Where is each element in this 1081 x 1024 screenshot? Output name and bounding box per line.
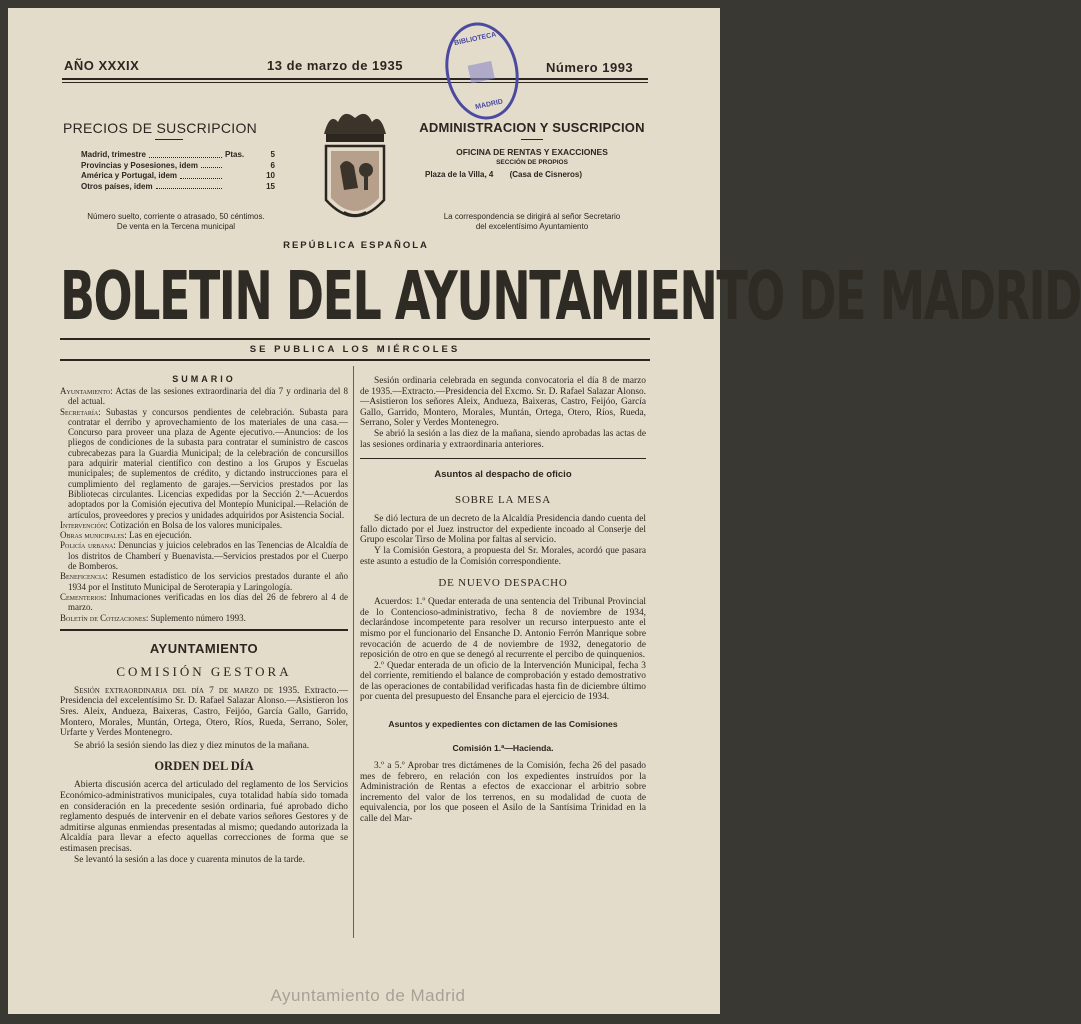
price-leader: [180, 171, 222, 179]
session-opened: Se abrió la sesión siendo las diez y diez minutos de la mañana.: [74, 740, 310, 751]
issue-date: 13 de marzo de 1935: [267, 58, 403, 73]
dictamen-title: Asuntos y expedientes con dictamen de las Comisiones: [388, 719, 618, 730]
newspaper-title: BOLETIN DEL AYUNTAMIENTO DE MADRID: [60, 256, 1081, 336]
office-address: Plaza de la Villa, 4 (Casa de Cisneros): [425, 170, 583, 179]
crown-band: [326, 134, 384, 142]
sumario-item-lead: Boletín de Cotizaciones:: [60, 612, 149, 623]
subscription-block: [63, 120, 303, 192]
masthead-rule-bottom: [60, 359, 650, 361]
price-label: América y Portugal, idem: [81, 171, 178, 180]
price-table: [81, 150, 275, 192]
sumario-rule: [60, 629, 348, 631]
administration-title: ADMINISTRACION Y SUSCRIPCION: [419, 120, 645, 135]
sobre-la-mesa-title: SOBRE LA MESA: [455, 494, 551, 507]
administration-rule: [521, 139, 543, 140]
session-closed: Se levantó la sesión a las doce y cuarenta minutos de la tarde.: [74, 854, 305, 865]
price-label: Provincias y Posesiones, idem: [81, 160, 198, 170]
administration-block: [413, 120, 651, 179]
masthead-rule: [60, 338, 650, 340]
year-label: AÑO XXXIX: [64, 58, 140, 73]
document-page: [8, 8, 1081, 1014]
price-row: [81, 150, 275, 161]
comision-hacienda-title: Comisión 1.ª—Hacienda.: [452, 743, 554, 754]
subscription-title: PRECIOS DE SUSCRIPCION: [63, 120, 258, 136]
correspondence-note: La correspondencia se dirigirá al señor Secretario: [443, 212, 621, 221]
sumario-item-lead: Policía urbana:: [60, 540, 116, 551]
price-value: 15: [266, 181, 275, 191]
subscription-notes: [58, 212, 294, 232]
session-summary: Extracto.—Presidencia del excelentísimo Sr. D. Rafael Salazar Alonso.—Asistieron los Sres. Aleix, Andueza, Baixeras, Castro, Feijóo, García Gallo, Garrido, Montero, Morales, Muntán, Ortega, Otero, Ríos, Rueda, Serrano, Soler, Urfarte y Verdes Montenegro.: [60, 685, 349, 739]
sumario-item-lead: Intervención:: [60, 519, 108, 530]
section-name: SECCIÓN DE PROPIOS: [496, 159, 568, 166]
right-rule: [360, 458, 646, 459]
ordinary-session: Sesión ordinaria celebrada en segunda convocatoria el día 8 de marzo de 1935.—Extracto.—Presidencia del Excmo. Sr. D. Rafael Salazar Alonso.—Asistieron los señores Aleix, Andueza, Baixeras, Castro, Feijóo, García Gallo, Garrido, Montero, Morales, Muntán, Ortega, Otero, Ríos, Rueda, Serrano, Soler y Verdes Montenegro.: [360, 376, 646, 429]
mesa-paragraph-2: Y la Comisión Gestora, a propuesta del Sr. Morales, acordó que pasara este asunto a estudio de la Comisión correspondiente.: [360, 545, 646, 567]
office-name: OFICINA DE RENTAS Y EXACCIONES: [456, 147, 608, 157]
sumario-list: [60, 386, 348, 623]
left-column: [60, 374, 348, 865]
extraordinary-session: [60, 686, 348, 739]
sumario-item: [60, 386, 348, 407]
sumario-item: [60, 540, 348, 571]
republic-label: REPÚBLICA ESPAÑOLA: [283, 240, 429, 251]
price-value: 10: [266, 171, 275, 180]
publication-frequency: SE PUBLICA LOS MIÉRCOLES: [249, 344, 461, 355]
sumario-item-lead: Cementerios:: [60, 591, 107, 602]
library-stamp: BIBLIOTECA MADRID: [437, 16, 528, 127]
price-unit: Ptas.: [225, 150, 245, 159]
despacho-title: Asuntos al despacho de oficio: [434, 469, 572, 481]
tree-trunk: [364, 174, 368, 190]
issue-number: Número 1993: [546, 60, 634, 75]
single-copy-price: Número suelto, corriente o atrasado, 50 céntimos.: [87, 212, 265, 221]
price-value: 6: [270, 160, 275, 170]
header-rule: [62, 78, 648, 80]
sumario-item-text: Resumen estadístico de los servicios prestados durante el año 1934 por el Instituto Municipal de Seroterapia y Laringología.: [68, 571, 348, 592]
madrid-coat-of-arms: [314, 104, 396, 234]
sumario-item-lead: Ayuntamiento:: [60, 386, 113, 396]
sumario-item-lead: Obras municipales:: [60, 530, 127, 541]
ayuntamiento-title: AYUNTAMIENTO: [149, 640, 259, 656]
correspondence-notes: [413, 212, 651, 232]
sumario-item-text: Suplemento número 1993.: [150, 612, 246, 623]
header-rule-thin: [62, 82, 648, 83]
sale-point: De venta en la Tercena municipal: [116, 222, 236, 231]
session-heading: Sesión extraordinaria del día 7 de marzo de 1935.: [74, 685, 300, 696]
price-row: [81, 182, 275, 193]
sumario-item-lead: Beneficencia:: [60, 571, 108, 582]
sumario-item-text: Inhumaciones verificadas en los días del 26 de febrero al 4 de marzo.: [68, 591, 348, 613]
price-row: [81, 161, 275, 172]
price-leader: [201, 161, 222, 169]
correspondence-note-2: del excelentísimo Ayuntamiento: [475, 222, 589, 231]
subscription-rule: [155, 139, 183, 140]
archive-watermark: Ayuntamiento de Madrid: [270, 986, 466, 1005]
price-label: Otros países, idem: [81, 181, 153, 191]
sumario-item: [60, 592, 348, 613]
column-divider: [353, 366, 354, 938]
price-leader: [156, 182, 222, 190]
sumario-item: [60, 520, 348, 530]
sumario-item: [60, 530, 348, 540]
price-leader: [149, 150, 222, 158]
shield-base: [344, 212, 366, 215]
sumario-title: SUMARIO: [172, 374, 236, 384]
sumario-item-text: Actas de las sesiones extraordinaria del día 7 y ordinaria del 8 del actual.: [68, 386, 348, 407]
nuevo-paragraph-1: Acuerdos: 1.º Quedar enterada de una sentencia del Tribunal Provincial de lo Contencioso-administrativo, fecha 8 de noviembre de 1934, declarándose incompetente para resolver un recurso interpuesto ante el mismo por el funcionario del Ensanche D. Antonio Ferrón Manrique sobre revocación de acuerdo de 4 de noviembre de 1932, denegatorio de reposición de otro en que se denegó al recurrente el percibo de quinquenios.: [360, 597, 646, 661]
sumario-item-lead: Secretaría:: [60, 406, 101, 417]
sumario-item: [60, 571, 348, 592]
nuevo-despacho-title: DE NUEVO DESPACHO: [438, 577, 568, 590]
commission-title: COMISIÓN GESTORA: [116, 663, 292, 679]
price-value: 5: [270, 150, 275, 159]
sumario-item-text: Subastas y concursos pendientes de celebración. Subasta para contratar el derribo y aprovechamiento de los materiales de una casa.—Concurso para proveer una plaza de Agente ejecutivo.—Anuncios: de los pliegos de condiciones de la subasta para contratar el suministro de cascos cubrecabezas para la Guardia Municipal; de la celebración de concursillos para adquirir material científico con destino a los Grupos y Escuelas municipales; de suplementos de crédito, y dictando instrucciones para el cumplimiento del reglamento de garajes.—Servicios prestados por las Bibliotecas circulantes. Licencias expedidas por la Sección 2.ª—Acuerdos adoptados por la Comisión ejecutiva del Montepío Municipal.—Relación de artículos, proveedores y precios y unidades adquiridos por Asistencia Social.: [68, 406, 348, 520]
price-row: [81, 171, 275, 182]
price-unit: [225, 171, 255, 182]
ordinary-session-opened: Se abrió la sesión a las diez de la mañana, siendo aprobadas las actas de las sesiones ordinaria y extraordinaria anteriores.: [360, 428, 646, 450]
orden-del-dia-text: Abierta discusión acerca del articulado del reglamento de los Servicios Económico-administrativos municipales, cuya totalidad había sido tomada en consideración en la precedente sesión ordinaria, fué aprobado dicho reglamento después de intervenir en el debate varios señores Gestores y de admitirse algunas enmiendas presentadas al mismo; quedando autorizada la Alcaldía para llevar a efecto aquellas correcciones de forma que se estimasen precisas.: [60, 780, 348, 854]
sumario-item-text: Denuncias y juicios celebrados en las Tenencias de Alcaldía de los distritos de Chamberí y Buenavista.—Servicios prestados por el Cuerpo de Bomberos.: [68, 540, 348, 572]
comision-paragraph-1: 3.º a 5.º Aprobar tres dictámenes de la Comisión, fecha 26 del pasado mes de febrero, en relación con los expedientes instruídos por la Administración de Rentas a efectos de exaccionar el arbitrio sobre incremento del valor de los terrenos, en su modalidad de cuota de equivalencia, por los que poseen el Asilo de la Santísima Trinidad en la calle del Mar-: [360, 761, 646, 825]
price-unit: [225, 182, 255, 193]
orden-del-dia-title: ORDEN DEL DÍA: [154, 759, 254, 774]
crown-shape: [324, 114, 386, 134]
nuevo-paragraph-2: 2.º Quedar enterada de un oficio de la Intervención Municipal, fecha 3 del corriente, remitiendo el balance de comprobación y estado demostrativo de las operaciones de contabilidad verificadas hasta fin de diciembre último por cuenta del presupuesto del Ensanche para el ejercicio de 1934.: [360, 660, 646, 703]
stamp-seal: [468, 61, 495, 84]
price-unit: [225, 161, 255, 172]
right-column: [360, 376, 646, 825]
sumario-item: [60, 407, 348, 520]
sumario-item-text: Cotización en Bolsa de los valores municipales.: [109, 519, 283, 530]
price-label: Madrid, trimestre: [81, 150, 146, 159]
mesa-paragraph-1: Se dió lectura de un decreto de la Alcaldía Presidencia dando cuenta del fallo dictado por el Juez instructor del expediente incoado al Conserje del Grupo escolar Tirso de Molina por faltas al servicio.: [360, 514, 646, 546]
sumario-item: [60, 613, 348, 623]
sumario-item-text: Las en ejecución.: [128, 530, 192, 541]
